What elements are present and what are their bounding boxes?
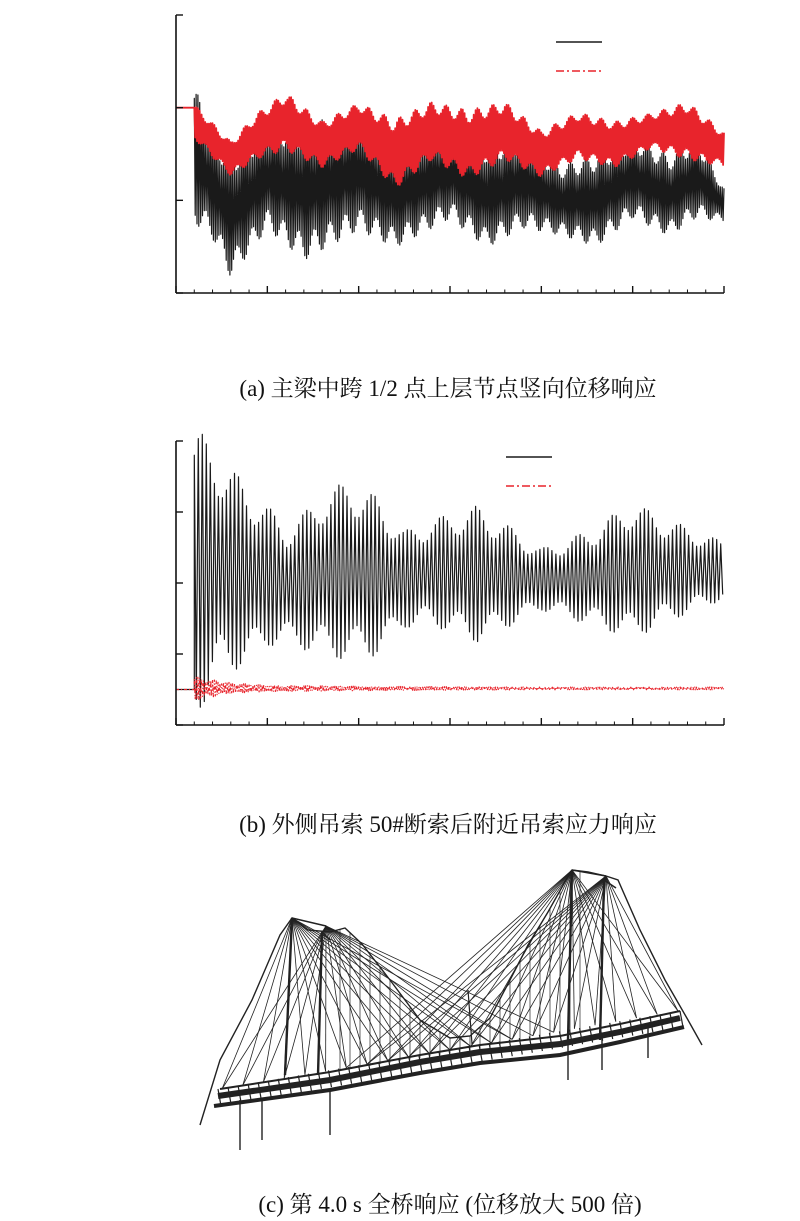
stay-cable [450, 870, 572, 1050]
stay-cable [512, 870, 572, 1039]
bridge-towers [240, 870, 648, 1150]
stay-cable [243, 926, 326, 1085]
stay-cable [606, 876, 678, 1011]
stay-cable [471, 870, 572, 1046]
stay-cable [305, 926, 326, 1075]
stay-cable [429, 876, 606, 1054]
panel-stress-chart [176, 434, 724, 725]
series-line-inner [176, 677, 724, 699]
stay-cable [292, 918, 429, 1054]
stay-cable [292, 918, 512, 1039]
bridge-deck [214, 1011, 684, 1106]
stay-cable [292, 918, 305, 1075]
caption-a: (a) 主梁中跨 1/2 点上层节点竖向位移响应 [239, 376, 657, 401]
caption-b: (b) 外侧吊索 50#断索后附近吊索应力响应 [239, 812, 657, 837]
caption-c: (c) 第 4.0 s 全桥响应 (位移放大 500 倍) [258, 1192, 642, 1217]
stay-cable [367, 870, 572, 1064]
deck-crossbeam [680, 1011, 683, 1027]
stay-cable [222, 918, 292, 1089]
series-line-outer [176, 434, 723, 707]
panel-bridge-illustration [200, 870, 702, 1150]
stay-cable [409, 876, 606, 1057]
panel-displacement-chart [176, 15, 724, 293]
